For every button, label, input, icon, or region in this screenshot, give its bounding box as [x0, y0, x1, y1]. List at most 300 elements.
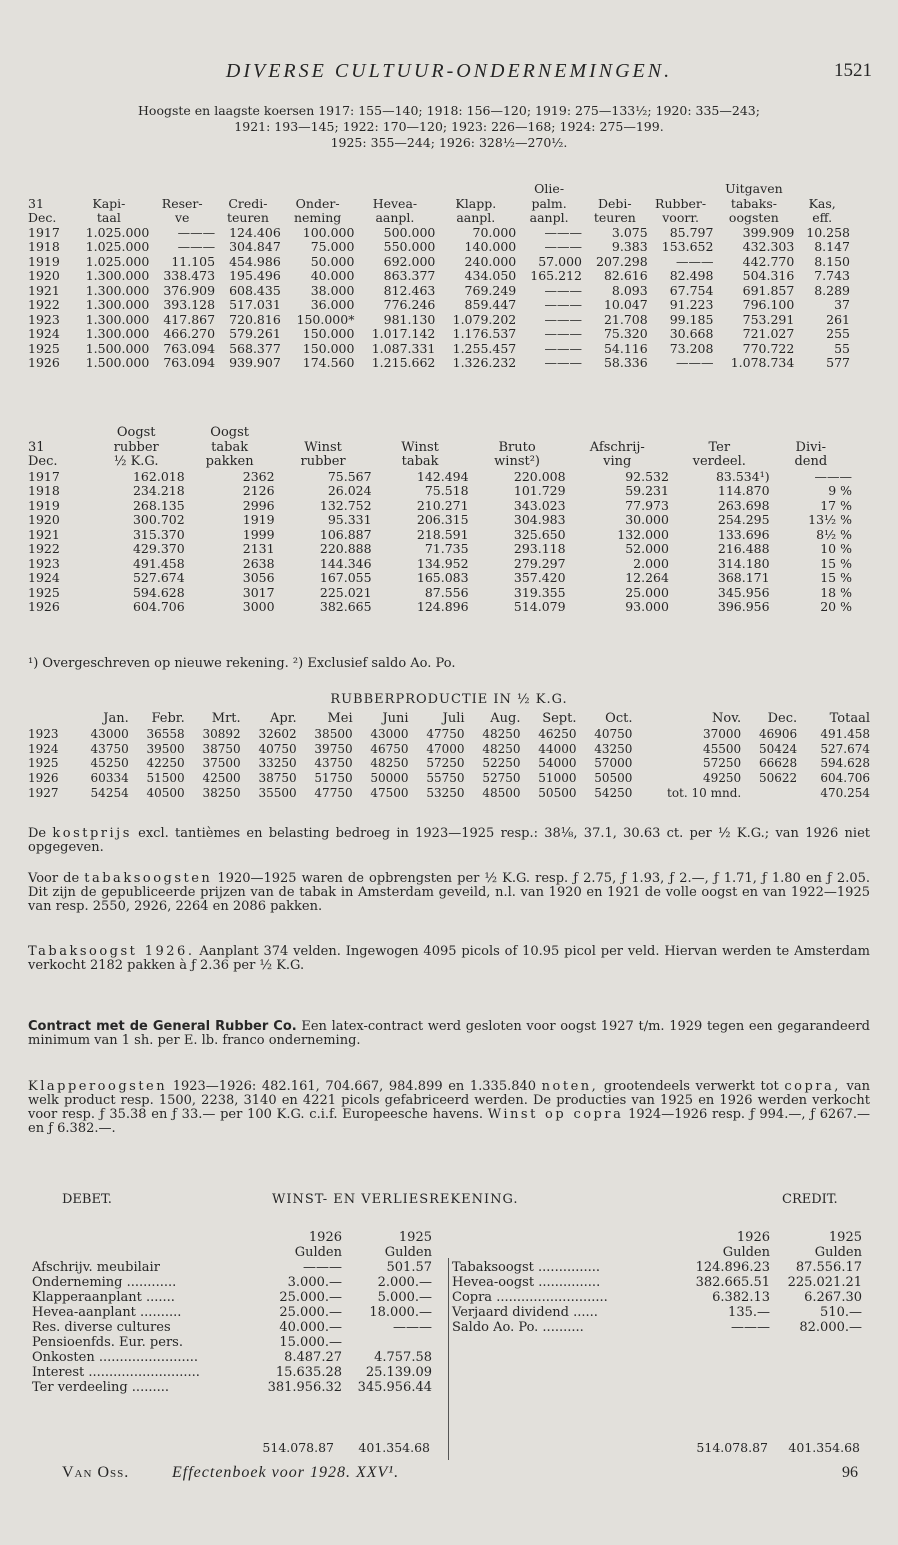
- table-cell: 48250: [482, 741, 521, 756]
- account-value: 345.956.44: [357, 1380, 432, 1395]
- account-value: 382.665.51: [695, 1275, 770, 1290]
- table-cell: 38250: [202, 785, 241, 800]
- account-row: [32, 1320, 432, 1335]
- column-header: ving: [603, 454, 632, 469]
- table-cell: 92.532: [625, 468, 669, 484]
- account-item: Ter verdeeling .........: [32, 1380, 169, 1395]
- table-cell: ———: [177, 224, 216, 240]
- table-cell: 1922: [28, 297, 60, 312]
- table-cell: 43250: [594, 741, 633, 756]
- table-cell: 150.000: [302, 340, 355, 356]
- table-cell: 753.291: [742, 311, 795, 327]
- table-cell: 604.706: [820, 771, 870, 786]
- table-cell: 417.867: [163, 311, 216, 327]
- column-header: voorr.: [662, 210, 699, 225]
- column-header: 31: [28, 195, 44, 211]
- table-cell: 550.000: [383, 239, 436, 254]
- table-cell: 39750: [314, 741, 353, 756]
- column-header: Totaal: [829, 711, 870, 726]
- coconut-paragraph: [28, 1080, 870, 1136]
- table-cell: 796.100: [742, 297, 795, 312]
- table-cell: 53250: [426, 785, 465, 800]
- table-cell: 36.000: [310, 297, 355, 312]
- table-cell: 38750: [202, 741, 241, 756]
- table-cell: 42250: [146, 756, 185, 771]
- table-cell: 608.435: [229, 282, 281, 298]
- spaced-keyword: Klapperoogsten: [28, 1079, 168, 1094]
- column-header: verdeel.: [692, 454, 746, 469]
- column-header: Reser-: [161, 195, 203, 211]
- table-cell: 1999: [242, 526, 275, 542]
- table-cell: 57000: [594, 756, 633, 771]
- column-header: Sept.: [542, 711, 577, 726]
- table-cell: [741, 786, 797, 801]
- table-cell: 40.000: [310, 268, 355, 283]
- table-row: [28, 240, 850, 255]
- column-header: Juli: [442, 711, 465, 726]
- table-cell: 1.215.662: [371, 355, 436, 370]
- table-cell: 142.494: [416, 468, 469, 484]
- table-cell: 82.498: [669, 268, 714, 283]
- table-cell: 48250: [482, 726, 521, 741]
- column-header: Mrt.: [211, 711, 241, 726]
- table-cell: 57.000: [538, 253, 582, 269]
- table-cell: 77.973: [625, 497, 669, 513]
- table-cell: tot. 10 mnd.: [667, 785, 742, 800]
- intro-line: Hoogste en laagste koersen 1917: 155—140; 1918: 156—120; 1919: 275—133½; 1920: 335—243;: [138, 103, 760, 118]
- column-header: aanpl.: [456, 210, 496, 225]
- column-header: Jan.: [103, 711, 129, 726]
- table-cell: 338.473: [163, 268, 216, 283]
- price-range-text: [28, 103, 870, 151]
- header-row: [32, 1230, 432, 1245]
- table-cell: 454.986: [229, 253, 281, 269]
- account-value: ———: [393, 1320, 432, 1335]
- footnote: ¹) Overgeschreven op nieuwe rekening. ²) Exclusief saldo Ao. Po.: [28, 656, 456, 671]
- column-header: rubber: [113, 439, 159, 455]
- account-row: [452, 1260, 862, 1275]
- column-header: winst²): [494, 454, 540, 469]
- table-cell: 39500: [146, 741, 185, 756]
- table-cell: ———: [544, 355, 582, 370]
- table-cell: 9 %: [828, 483, 852, 498]
- table-cell: 101.729: [513, 483, 566, 498]
- account-value: 225.021.21: [787, 1275, 862, 1290]
- column-header: [28, 426, 88, 441]
- table-cell: 48500: [482, 785, 521, 800]
- table-cell: 91.223: [669, 297, 714, 312]
- table-cell: 3056: [242, 570, 275, 585]
- table-cell: 240.000: [464, 253, 517, 269]
- year-header: 1925: [828, 1230, 862, 1245]
- account-value: 124.896.23: [695, 1260, 770, 1275]
- table-cell: ———: [544, 326, 582, 341]
- account-row: [452, 1275, 862, 1290]
- account-value: 6.267.30: [804, 1290, 862, 1305]
- table-cell: 1924: [28, 326, 60, 341]
- table-cell: 594.628: [132, 584, 185, 600]
- table-cell: 32602: [258, 726, 297, 741]
- table-cell: 40750: [594, 726, 633, 741]
- table-cell: 36558: [146, 726, 185, 741]
- table-cell: 1924: [28, 570, 60, 585]
- table-cell: 393.128: [163, 297, 216, 312]
- table-cell: 195.496: [229, 268, 281, 283]
- table-cell: ———: [814, 468, 852, 484]
- column-header: Kas,: [808, 195, 836, 211]
- account-item: Res. diverse cultures: [32, 1320, 171, 1335]
- table-cell: 1923: [28, 555, 60, 571]
- column-header: aanpl.: [529, 210, 569, 225]
- table-cell: 38.000: [310, 282, 355, 298]
- text: grootendeels verwerkt tot: [598, 1079, 785, 1094]
- table-cell: 1.017.142: [371, 326, 436, 341]
- table-cell: 691.857: [742, 282, 795, 298]
- text: De: [28, 826, 53, 841]
- table-cell: 1920: [28, 512, 60, 527]
- table-cell: 50424: [758, 741, 798, 756]
- account-value: 18.000.—: [369, 1305, 432, 1320]
- account-value: ———: [731, 1320, 770, 1335]
- table-cell: 491.458: [820, 726, 870, 741]
- table-cell: 93.000: [625, 599, 669, 614]
- table-cell: 254.295: [717, 512, 770, 527]
- table-cell: 594.628: [820, 756, 870, 771]
- header-row: [32, 1245, 432, 1260]
- text: Voor de: [28, 871, 85, 886]
- table-cell: 1918: [28, 239, 60, 254]
- table-cell: 46906: [758, 726, 798, 741]
- account-row: [32, 1365, 432, 1380]
- table-cell: 1.500.000: [85, 355, 150, 370]
- account-row: [32, 1350, 432, 1365]
- table-cell: ———: [675, 355, 714, 370]
- table-cell: 1.300.000: [85, 268, 150, 283]
- table-cell: 225.021: [319, 584, 372, 600]
- table-cell: 319.355: [513, 584, 566, 600]
- table-cell: 10 %: [820, 541, 852, 556]
- table-cell: ———: [544, 340, 582, 356]
- column-header: Divi-: [795, 439, 827, 455]
- header-row: [28, 455, 852, 470]
- table-cell: 44000: [538, 741, 577, 756]
- table-cell: 59.231: [625, 483, 669, 498]
- table-cell: 50500: [538, 785, 577, 800]
- table-cell: 51500: [146, 771, 185, 786]
- table-cell: 396.956: [717, 599, 770, 614]
- table-cell: 8.289: [814, 282, 850, 298]
- account-row: [452, 1320, 862, 1335]
- account-title: WINST- EN VERLIESREKENING.: [272, 1192, 519, 1207]
- unit-header: Gulden: [294, 1245, 342, 1260]
- column-header: Hevea-: [372, 195, 418, 211]
- column-header: Winst: [304, 439, 342, 455]
- table-cell: 279.297: [513, 555, 566, 571]
- text: van welk product resp. 1500, 2238, 3140 en 4221 picols gefabriceerd werden. De producties van 1925 en 1926 werden verkocht voor resp. ƒ 35.38 en ƒ 33.— per 100 K.G. c.i.f. Europeesche havens.: [28, 1079, 870, 1122]
- table-cell: 132.000: [617, 526, 669, 542]
- column-header: teuren: [226, 210, 269, 225]
- table-cell: 382.665: [319, 599, 372, 614]
- table-cell: 50000: [370, 771, 409, 786]
- table-cell: 1923: [28, 311, 60, 327]
- table-cell: 46250: [538, 726, 577, 741]
- table-cell: 71.735: [424, 541, 469, 556]
- column-header: Olie-: [534, 181, 565, 196]
- table-cell: 150.000: [302, 326, 355, 341]
- column-header: oogsten: [728, 210, 779, 225]
- table-cell: 304.847: [229, 239, 281, 254]
- results-table: [28, 426, 852, 615]
- header-row: [28, 211, 850, 226]
- table-cell: 37000: [703, 726, 742, 741]
- unit-header: Gulden: [814, 1245, 862, 1260]
- table-cell: 67.754: [669, 282, 714, 298]
- table-cell: 2362: [242, 468, 275, 484]
- table-row: [28, 255, 850, 270]
- column-header: Mei: [327, 711, 353, 726]
- table-cell: 9.383: [611, 239, 648, 254]
- text: Aanplant 374 velden. Ingewogen 4095 picols of 10.95 picol per veld. Hiervan werden te Amsterdam verkocht 2182 pakken à ƒ 2.36 per ½ K.G.: [28, 944, 870, 973]
- text: excl. tantièmes en belasting bedroeg in 1923—1925 resp.: 38⅛, 37.1, 30.63 ct. per ½ K.G.; van 1926 niet opgegeven.: [28, 826, 870, 855]
- table-cell: 939.907: [229, 355, 281, 370]
- account-value: 3.000.—: [287, 1275, 342, 1290]
- publisher: Van Oss.: [62, 1464, 130, 1481]
- table-cell: 30.000: [625, 512, 669, 527]
- table-cell: 132.752: [319, 497, 372, 513]
- table-row: [28, 269, 850, 284]
- table-cell: 144.346: [319, 555, 372, 571]
- credit-total: [656, 1440, 862, 1455]
- account-value: 135.—: [728, 1305, 770, 1320]
- header-row: [28, 441, 852, 456]
- debet-label: DEBET.: [62, 1192, 112, 1207]
- column-header: rubber: [300, 454, 346, 469]
- table-cell: 82.616: [603, 268, 648, 283]
- table-cell: 434.050: [464, 268, 517, 283]
- table-cell: 85.797: [669, 224, 714, 240]
- table-cell: 577: [826, 355, 850, 370]
- column-header: [28, 712, 73, 727]
- unit-header: Gulden: [722, 1245, 770, 1260]
- table-cell: 54250: [594, 785, 633, 800]
- table-cell: 218.591: [416, 526, 469, 542]
- column-header: Oct.: [605, 711, 633, 726]
- table-row: [28, 327, 850, 342]
- table-cell: 207.298: [596, 253, 648, 269]
- column-header: Winst: [401, 439, 439, 455]
- total-value: 514.078.87: [696, 1440, 768, 1455]
- account-value: 6.382.13: [712, 1290, 770, 1305]
- table-cell: 99.185: [669, 311, 714, 327]
- table-cell: 15 %: [820, 555, 852, 571]
- year-header: 1926: [308, 1230, 342, 1245]
- account-item: Copra ...........................: [452, 1290, 608, 1305]
- column-header: teuren: [593, 210, 636, 225]
- table-cell: 470.254: [820, 785, 870, 800]
- text: 1924—1926 resp. ƒ 994.—, ƒ 6267.— en ƒ 6.382.—.: [28, 1107, 871, 1136]
- column-header: Juni: [382, 711, 409, 726]
- account-item: Saldo Ao. Po. ..........: [452, 1320, 584, 1335]
- tobacco-1926-paragraph: [28, 945, 870, 973]
- table-cell: 1.176.537: [452, 326, 517, 341]
- table-row: [28, 342, 850, 357]
- column-header: Dec.: [28, 454, 58, 469]
- sheet-number: 96: [842, 1464, 858, 1481]
- table-cell: 38750: [258, 771, 297, 786]
- table-row: [28, 600, 852, 615]
- table-cell: 47500: [370, 785, 409, 800]
- text: Een latex-contract werd gesloten voor oogst 1927 t/m. 1929 tegen een gegarandeerd minimum van 1 sh. per E. lb. franco onderneming.: [28, 1019, 870, 1048]
- table-cell: 568.377: [229, 340, 281, 356]
- table-cell: 345.956: [717, 584, 770, 600]
- table-cell: 11.105: [171, 253, 216, 269]
- table-cell: 1.078.734: [730, 355, 795, 370]
- table-cell: 3.075: [611, 224, 648, 240]
- table-cell: 42500: [202, 771, 241, 786]
- table-cell: 3000: [242, 599, 275, 614]
- rubber-production-title: RUBBERPRODUCTIE IN ½ K.G.: [330, 692, 568, 707]
- table-cell: 8.150: [814, 253, 850, 269]
- table-cell: 114.870: [717, 483, 770, 498]
- table-cell: ———: [544, 282, 582, 298]
- debit-table: [32, 1230, 432, 1395]
- column-header: dend: [794, 454, 828, 469]
- column-header: Bruto: [498, 439, 536, 455]
- table-cell: 1923: [28, 726, 59, 741]
- column-header: [770, 426, 852, 441]
- table-cell: 692.000: [383, 253, 436, 269]
- table-cell: 1922: [28, 541, 60, 556]
- column-header: Oogst: [210, 425, 249, 440]
- account-value: 8.487.27: [284, 1350, 342, 1365]
- table-cell: 43750: [90, 741, 129, 756]
- table-cell: 75.000: [310, 239, 355, 254]
- spaced-keyword: kostprijs: [52, 826, 132, 841]
- table-cell: 75.518: [424, 483, 469, 498]
- table-cell: 1.087.331: [371, 340, 436, 356]
- table-cell: 343.023: [513, 497, 566, 513]
- account-item: Onkosten ........................: [32, 1350, 199, 1365]
- table-cell: 87.556: [424, 584, 469, 600]
- table-cell: 812.463: [383, 282, 436, 298]
- table-cell: 95.331: [327, 512, 372, 527]
- account-value: 25.000.—: [279, 1290, 342, 1305]
- table-cell: 20 %: [820, 599, 852, 614]
- table-cell: 1927: [28, 785, 59, 800]
- table-cell: 54254: [90, 785, 129, 800]
- table-cell: 376.909: [163, 282, 216, 298]
- table-cell: 234.218: [132, 483, 185, 498]
- table-cell: 1917: [28, 224, 60, 240]
- table-cell: 863.377: [383, 268, 436, 283]
- table-cell: 58.336: [603, 355, 648, 370]
- column-header: Onder-: [295, 195, 340, 211]
- table-row: [28, 298, 850, 313]
- table-cell: 721.027: [742, 326, 795, 341]
- running-title: DIVERSE CULTUUR-ONDERNEMINGEN.: [225, 60, 673, 82]
- column-header: Credi-: [228, 195, 268, 211]
- table-cell: 315.370: [132, 526, 185, 542]
- table-cell: 50.000: [310, 253, 355, 269]
- table-cell: 1919: [242, 512, 275, 527]
- account-item: Tabaksoogst ...............: [452, 1260, 601, 1275]
- table-cell: 432.303: [742, 239, 795, 254]
- account-value: 4.757.58: [374, 1350, 432, 1365]
- table-cell: 51750: [314, 771, 353, 786]
- table-cell: 504.316: [742, 268, 795, 283]
- table-cell: 1.300.000: [85, 326, 150, 341]
- column-header: tabak: [211, 439, 249, 455]
- table-cell: 1925: [28, 756, 59, 771]
- account-value: 87.556.17: [795, 1260, 862, 1275]
- account-value: ———: [303, 1260, 342, 1275]
- table-cell: 21.708: [603, 311, 648, 327]
- column-header: 31: [28, 439, 45, 455]
- table-cell: 153.652: [661, 239, 714, 254]
- cost-price-paragraph: [28, 827, 870, 855]
- table-cell: 45500: [703, 741, 742, 756]
- column-header: eff.: [812, 210, 833, 225]
- account-value: [342, 1335, 432, 1350]
- table-cell: 140.000: [464, 239, 517, 254]
- table-cell: 1.025.000: [85, 253, 150, 269]
- account-row: [32, 1335, 432, 1350]
- table-cell: ———: [544, 224, 582, 240]
- table-row: [28, 742, 870, 757]
- table-cell: 60334: [90, 771, 129, 786]
- balance-table: [28, 182, 850, 371]
- debit-total: [246, 1440, 440, 1455]
- table-row: [28, 586, 852, 601]
- table-cell: 174.560: [302, 355, 355, 370]
- table-cell: 13½ %: [808, 512, 852, 527]
- account-item: Onderneming ............: [32, 1275, 177, 1290]
- column-divider: [448, 1258, 449, 1460]
- header-row: [28, 712, 870, 727]
- table-cell: 162.018: [132, 468, 185, 484]
- column-header: [469, 426, 566, 441]
- column-header: Rubber-: [655, 195, 707, 211]
- table-cell: 43750: [314, 756, 353, 771]
- rubber-production-table: [28, 712, 870, 801]
- account-value: 501.57: [386, 1260, 432, 1275]
- table-cell: 1.025.000: [85, 239, 150, 254]
- account-row: [32, 1380, 432, 1395]
- header-row: [28, 426, 852, 441]
- table-cell: 1.255.457: [452, 340, 517, 356]
- table-cell: 1.300.000: [85, 297, 150, 312]
- table-cell: 40750: [258, 741, 297, 756]
- header-row: [452, 1245, 862, 1260]
- table-row: [28, 313, 850, 328]
- book-title: Effectenboek voor 1928. XXV¹.: [172, 1464, 400, 1481]
- table-cell: 40500: [146, 785, 185, 800]
- table-row: [28, 470, 852, 485]
- table-cell: 1.025.000: [85, 224, 150, 240]
- table-cell: 859.447: [464, 297, 517, 312]
- account-row: [452, 1290, 862, 1305]
- column-header: Oogst: [116, 425, 156, 440]
- account-value: 15.635.28: [275, 1365, 342, 1380]
- table-cell: 314.180: [717, 555, 770, 571]
- table-cell: 73.208: [669, 340, 714, 356]
- table-cell: 466.270: [163, 326, 216, 341]
- column-header: ½ K.G.: [113, 454, 159, 469]
- intro-line: 1925: 355—244; 1926: 328½—270½.: [330, 135, 568, 150]
- column-header: Debi-: [598, 195, 632, 211]
- column-header: Apr.: [270, 711, 297, 726]
- account-value: 2.000.—: [377, 1275, 432, 1290]
